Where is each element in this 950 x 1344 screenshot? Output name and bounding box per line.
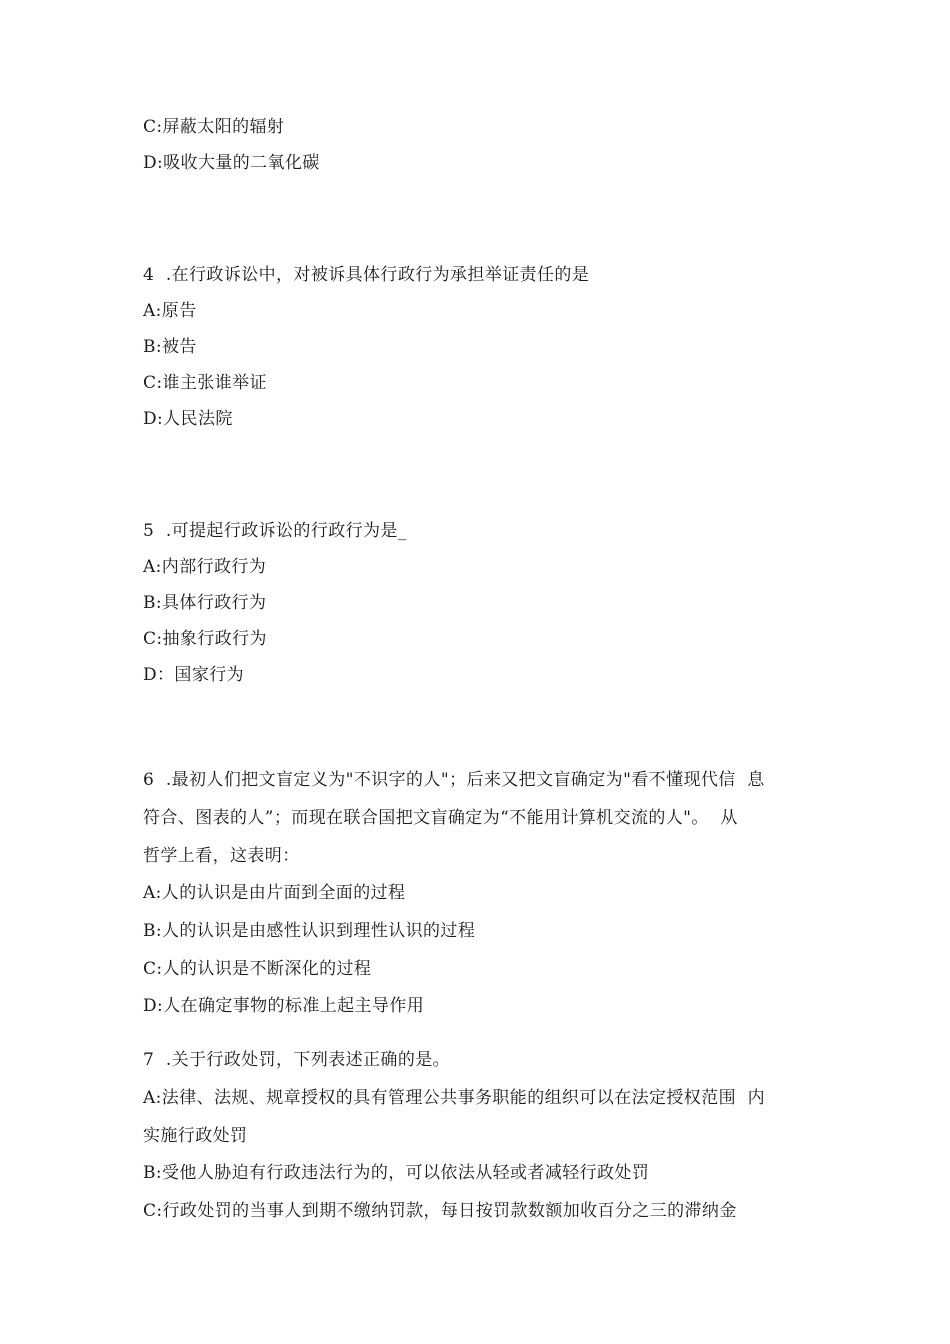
option-c: C:谁主张谁举证 <box>143 373 267 393</box>
option-c: C:屏蔽太阳的辐射 <box>143 117 285 137</box>
option-d: D：国家行为 <box>143 665 245 685</box>
option-c: C:抽象行政行为 <box>143 629 267 649</box>
option-d: D:人民法院 <box>143 409 233 429</box>
option-c: C:行政处罚的当事人到期不缴纳罚款，每日按罚款数额加收百分之三的滞纳金 <box>143 1201 737 1221</box>
option-b: B:被告 <box>143 337 197 357</box>
question-stem-line: 6 .最初人们把文盲定义为"不识字的人"；后来又把文盲确定为"看不懂现代信 息 <box>143 770 765 790</box>
question-stem-line: 符合、图表的人”；而现在联合国把文盲确定为“不能用计算机交流的人"。 从 <box>143 808 738 828</box>
option-a-line: 实施行政处罚 <box>143 1126 248 1146</box>
option-c: C:人的认识是不断深化的过程 <box>143 959 372 979</box>
option-d: D:人在确定事物的标准上起主导作用 <box>143 996 425 1016</box>
question-stem-line: 哲学上看，这表明： <box>143 846 300 866</box>
option-a: A:人的认识是由片面到全面的过程 <box>143 883 406 903</box>
question-stem: 5 .可提起行政诉讼的行政行为是_ <box>143 521 407 541</box>
question-stem: 7 .关于行政处罚，下列表述正确的是。 <box>143 1050 451 1070</box>
option-a: A:内部行政行为 <box>143 557 267 577</box>
option-b: B:具体行政行为 <box>143 593 267 613</box>
option-a-line: A:法律、法规、规章授权的具有管理公共事务职能的组织可以在法定授权范围 内 <box>143 1088 766 1108</box>
question-stem: 4 .在行政诉讼中，对被诉具体行政行为承担举证责任的是 <box>143 265 590 285</box>
option-b: B:受他人胁迫有行政违法行为的，可以依法从轻或者减轻行政处罚 <box>143 1163 650 1183</box>
option-a: A:原告 <box>143 301 197 321</box>
option-d: D:吸收大量的二氧化碳 <box>143 153 320 173</box>
option-b: B:人的认识是由感性认识到理性认识的过程 <box>143 921 476 941</box>
